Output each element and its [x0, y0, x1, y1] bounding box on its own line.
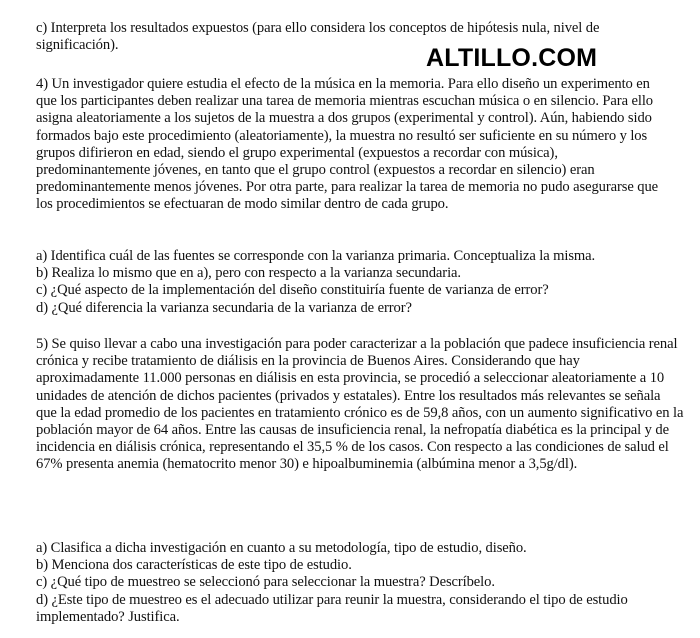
problem-4-question-d: d) ¿Qué diferencia la varianza secundaria de la varianza de error?	[36, 299, 412, 316]
problem-5-questions	[36, 540, 684, 626]
problem-4-question-c: c) ¿Qué aspecto de la implementación del diseño constituiría fuente de varianza de error?	[36, 282, 549, 299]
problem-4-text: 4) Un investigador quiere estudia el efecto de la música en la memoria. Para ello diseño un experimento en que los participantes deben realizar una tarea de memoria mientras escuchan música o en silencio. Para ello asigna aleatoriamente a los sujetos de la muestra a dos grupos (experimental y control). Aún, habiendo sido formados bajo este procedimiento (aleatoriamente), la muestra no resultó ser suficiente en su número y los grupos difirieron en edad, siendo el grupo experimental (expuestos a recordar con música), predominantemente jóvenes, en tanto que el grupo control (expuestos a recordar en silencio) eran predominantemente menos jóvenes. Por otra parte, para realizar la tarea de memoria no pudo asegurarse que los procedimientos se efectuaran de modo similar dentro de cada grupo.	[36, 76, 659, 213]
intro-item-text: c) Interpreta los resultados expuestos (para ello considera los conceptos de hipótesis nula, nivel de significación).	[36, 20, 600, 54]
problem-4-question-a: a) Identifica cuál de las fuentes se corresponde con la varianza primaria. Conceptualiza la misma.	[36, 248, 596, 264]
problem-5-question-c: c) ¿Qué tipo de muestreo se seleccionó para seleccionar la muestra? Descríbelo.	[36, 574, 495, 591]
problem-4-questions	[36, 248, 686, 317]
watermark-logo: ALTILLO.COM	[426, 44, 598, 72]
problem-5-text: 5) Se quiso llevar a cabo una investigación para poder caracterizar a la población que padece insuficiencia renal crónica y recibe tratamiento de diálisis en la provincia de Buenos Aires. Considerando que hay aproximadamente 11.000 personas en diálisis en esta provincia, se procedió a seleccionar aleatoriamente a 10 unidades de atención de dichos pacientes (privados y estatales). Entre los resultados más relevantes se señala que la edad promedio de los pacientes en tratamiento crónico es de 59,8 años, con un aumento significativo en la población mayor de 64 años. Entre las causas de insuficiencia renal, la nefropatía diabética es la principal y de incidencia en diálisis crónica, representando el 35,5 % de los casos. Con respecto a las condiciones de salud el 67% presenta anemia (hematocrito menor 30) e hipoalbuminemia (albúmina menor a 3,5g/dl).	[36, 336, 684, 473]
problem-5-statement	[36, 336, 684, 474]
problem-5-question-b: b) Menciona dos características de este tipo de estudio.	[36, 557, 352, 574]
problem-4-statement	[36, 76, 666, 214]
problem-5-question-a: a) Clasifica a dicha investigación en cuanto a su metodología, tipo de estudio, diseño.	[36, 540, 527, 556]
problem-5-question-d: d) ¿Este tipo de muestreo es el adecuado utilizar para reunir la muestra, considerando el tipo de estudio implementado? Justifica.	[36, 591, 628, 625]
problem-4-question-b: b) Realiza lo mismo que en a), pero con respecto a la varianza secundaria.	[36, 265, 461, 282]
